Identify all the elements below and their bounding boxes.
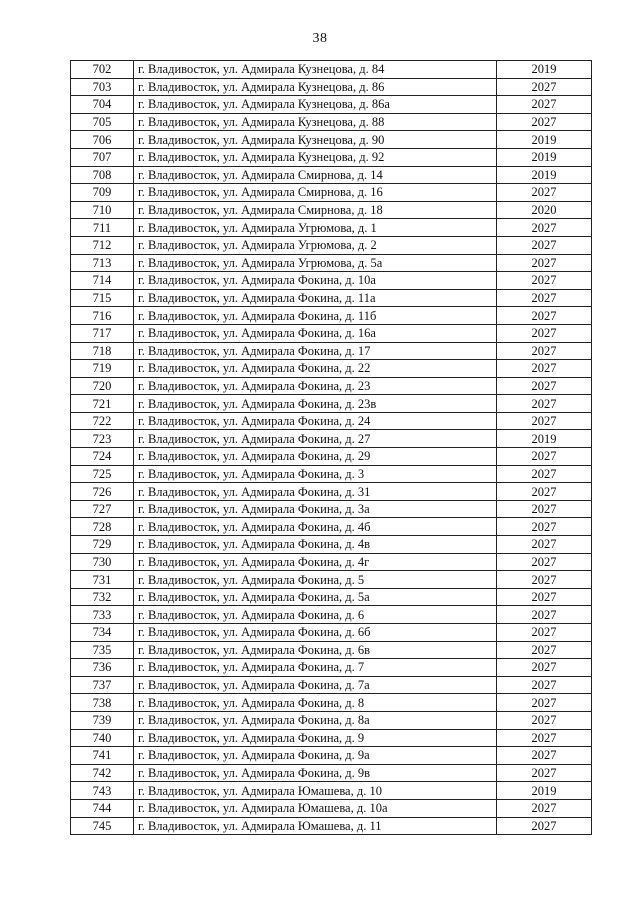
row-number-cell: 702 xyxy=(71,61,134,79)
table-row xyxy=(71,236,592,254)
address-cell: г. Владивосток, ул. Адмирала Фокина, д. 3 xyxy=(134,465,497,483)
table-row xyxy=(71,782,592,800)
row-number-cell: 704 xyxy=(71,96,134,114)
address-cell: г. Владивосток, ул. Адмирала Юмашева, д. 11 xyxy=(134,817,497,835)
row-number-cell: 745 xyxy=(71,817,134,835)
table-row xyxy=(71,272,592,290)
year-cell: 2027 xyxy=(497,96,592,114)
year-cell: 2027 xyxy=(497,817,592,835)
address-cell: г. Владивосток, ул. Адмирала Угрюмова, д. 1 xyxy=(134,219,497,237)
table-row xyxy=(71,624,592,642)
row-number-cell: 717 xyxy=(71,324,134,342)
address-cell: г. Владивосток, ул. Адмирала Фокина, д. 11б xyxy=(134,307,497,325)
row-number-cell: 706 xyxy=(71,131,134,149)
row-number-cell: 721 xyxy=(71,395,134,413)
row-number-cell: 716 xyxy=(71,307,134,325)
address-cell: г. Владивосток, ул. Адмирала Фокина, д. 4в xyxy=(134,536,497,554)
row-number-cell: 710 xyxy=(71,201,134,219)
year-cell: 2027 xyxy=(497,448,592,466)
year-cell: 2019 xyxy=(497,782,592,800)
row-number-cell: 729 xyxy=(71,536,134,554)
year-cell: 2027 xyxy=(497,553,592,571)
year-cell: 2027 xyxy=(497,588,592,606)
year-cell: 2027 xyxy=(497,500,592,518)
year-cell: 2027 xyxy=(497,254,592,272)
address-cell: г. Владивосток, ул. Адмирала Фокина, д. 24 xyxy=(134,412,497,430)
row-number-cell: 718 xyxy=(71,342,134,360)
address-cell: г. Владивосток, ул. Адмирала Фокина, д. 9в xyxy=(134,764,497,782)
row-number-cell: 703 xyxy=(71,78,134,96)
year-cell: 2027 xyxy=(497,799,592,817)
row-number-cell: 709 xyxy=(71,184,134,202)
year-cell: 2027 xyxy=(497,659,592,677)
address-cell: г. Владивосток, ул. Адмирала Юмашева, д. 10 xyxy=(134,782,497,800)
year-cell: 2027 xyxy=(497,483,592,501)
table-row xyxy=(71,518,592,536)
address-cell: г. Владивосток, ул. Адмирала Фокина, д. 9а xyxy=(134,747,497,765)
table-row xyxy=(71,78,592,96)
address-cell: г. Владивосток, ул. Адмирала Угрюмова, д. 5а xyxy=(134,254,497,272)
address-cell: г. Владивосток, ул. Адмирала Кузнецова, д. 86 xyxy=(134,78,497,96)
row-number-cell: 705 xyxy=(71,113,134,131)
year-cell: 2027 xyxy=(497,676,592,694)
table-row xyxy=(71,659,592,677)
row-number-cell: 737 xyxy=(71,676,134,694)
address-cell: г. Владивосток, ул. Адмирала Фокина, д. 10а xyxy=(134,272,497,290)
table-row xyxy=(71,571,592,589)
row-number-cell: 711 xyxy=(71,219,134,237)
table-row xyxy=(71,694,592,712)
year-cell: 2019 xyxy=(497,430,592,448)
year-cell: 2019 xyxy=(497,148,592,166)
address-cell: г. Владивосток, ул. Адмирала Кузнецова, д. 86а xyxy=(134,96,497,114)
table-row xyxy=(71,113,592,131)
address-cell: г. Владивосток, ул. Адмирала Смирнова, д. 14 xyxy=(134,166,497,184)
address-cell: г. Владивосток, ул. Адмирала Фокина, д. 5а xyxy=(134,588,497,606)
row-number-cell: 713 xyxy=(71,254,134,272)
table-row xyxy=(71,500,592,518)
table-row xyxy=(71,641,592,659)
address-cell: г. Владивосток, ул. Адмирала Фокина, д. 3а xyxy=(134,500,497,518)
row-number-cell: 739 xyxy=(71,711,134,729)
table-row xyxy=(71,166,592,184)
year-cell: 2027 xyxy=(497,571,592,589)
table-row xyxy=(71,307,592,325)
year-cell: 2027 xyxy=(497,764,592,782)
row-number-cell: 733 xyxy=(71,606,134,624)
year-cell: 2027 xyxy=(497,307,592,325)
address-cell: г. Владивосток, ул. Адмирала Смирнова, д. 16 xyxy=(134,184,497,202)
address-cell: г. Владивосток, ул. Адмирала Фокина, д. 4г xyxy=(134,553,497,571)
year-cell: 2027 xyxy=(497,289,592,307)
row-number-cell: 707 xyxy=(71,148,134,166)
row-number-cell: 724 xyxy=(71,448,134,466)
table-row xyxy=(71,395,592,413)
address-cell: г. Владивосток, ул. Адмирала Фокина, д. 7 xyxy=(134,659,497,677)
row-number-cell: 715 xyxy=(71,289,134,307)
address-cell: г. Владивосток, ул. Адмирала Фокина, д. 29 xyxy=(134,448,497,466)
address-cell: г. Владивосток, ул. Адмирала Фокина, д. 6 xyxy=(134,606,497,624)
year-cell: 2027 xyxy=(497,641,592,659)
year-cell: 2019 xyxy=(497,61,592,79)
address-cell: г. Владивосток, ул. Адмирала Фокина, д. 23в xyxy=(134,395,497,413)
year-cell: 2027 xyxy=(497,342,592,360)
housing-registry-table xyxy=(70,60,592,835)
table-row xyxy=(71,377,592,395)
address-cell: г. Владивосток, ул. Адмирала Фокина, д. 7а xyxy=(134,676,497,694)
table-row xyxy=(71,148,592,166)
table-row xyxy=(71,606,592,624)
year-cell: 2027 xyxy=(497,360,592,378)
address-cell: г. Владивосток, ул. Адмирала Фокина, д. 22 xyxy=(134,360,497,378)
row-number-cell: 725 xyxy=(71,465,134,483)
table-row xyxy=(71,536,592,554)
table-row xyxy=(71,201,592,219)
row-number-cell: 712 xyxy=(71,236,134,254)
table-row xyxy=(71,184,592,202)
registry-table-body xyxy=(71,61,592,835)
address-cell: г. Владивосток, ул. Адмирала Фокина, д. 6б xyxy=(134,624,497,642)
table-row xyxy=(71,254,592,272)
year-cell: 2027 xyxy=(497,113,592,131)
row-number-cell: 732 xyxy=(71,588,134,606)
address-cell: г. Владивосток, ул. Адмирала Кузнецова, д. 90 xyxy=(134,131,497,149)
table-row xyxy=(71,588,592,606)
row-number-cell: 714 xyxy=(71,272,134,290)
year-cell: 2027 xyxy=(497,184,592,202)
year-cell: 2027 xyxy=(497,606,592,624)
year-cell: 2027 xyxy=(497,536,592,554)
row-number-cell: 726 xyxy=(71,483,134,501)
address-cell: г. Владивосток, ул. Адмирала Фокина, д. 8 xyxy=(134,694,497,712)
table-row xyxy=(71,360,592,378)
table-row xyxy=(71,96,592,114)
address-cell: г. Владивосток, ул. Адмирала Фокина, д. 4б xyxy=(134,518,497,536)
row-number-cell: 735 xyxy=(71,641,134,659)
year-cell: 2019 xyxy=(497,131,592,149)
row-number-cell: 738 xyxy=(71,694,134,712)
row-number-cell: 723 xyxy=(71,430,134,448)
table-row xyxy=(71,342,592,360)
year-cell: 2019 xyxy=(497,166,592,184)
address-cell: г. Владивосток, ул. Адмирала Фокина, д. 9 xyxy=(134,729,497,747)
table-row xyxy=(71,289,592,307)
address-cell: г. Владивосток, ул. Адмирала Смирнова, д. 18 xyxy=(134,201,497,219)
row-number-cell: 719 xyxy=(71,360,134,378)
year-cell: 2027 xyxy=(497,412,592,430)
address-cell: г. Владивосток, ул. Адмирала Фокина, д. 17 xyxy=(134,342,497,360)
row-number-cell: 728 xyxy=(71,518,134,536)
row-number-cell: 734 xyxy=(71,624,134,642)
table-row xyxy=(71,430,592,448)
page-number: 38 xyxy=(312,31,328,46)
table-row xyxy=(71,747,592,765)
table-row xyxy=(71,131,592,149)
year-cell: 2027 xyxy=(497,518,592,536)
year-cell: 2027 xyxy=(497,78,592,96)
year-cell: 2027 xyxy=(497,624,592,642)
address-cell: г. Владивосток, ул. Адмирала Фокина, д. 5 xyxy=(134,571,497,589)
table-row xyxy=(71,448,592,466)
table-row xyxy=(71,483,592,501)
row-number-cell: 730 xyxy=(71,553,134,571)
table-row xyxy=(71,729,592,747)
year-cell: 2027 xyxy=(497,729,592,747)
table-row xyxy=(71,61,592,79)
year-cell: 2027 xyxy=(497,395,592,413)
table-row xyxy=(71,764,592,782)
address-cell: г. Владивосток, ул. Адмирала Кузнецова, д. 88 xyxy=(134,113,497,131)
table-row xyxy=(71,711,592,729)
year-cell: 2027 xyxy=(497,377,592,395)
row-number-cell: 743 xyxy=(71,782,134,800)
address-cell: г. Владивосток, ул. Адмирала Фокина, д. 16а xyxy=(134,324,497,342)
table-row xyxy=(71,412,592,430)
row-number-cell: 727 xyxy=(71,500,134,518)
year-cell: 2027 xyxy=(497,694,592,712)
row-number-cell: 731 xyxy=(71,571,134,589)
table-row xyxy=(71,324,592,342)
year-cell: 2020 xyxy=(497,201,592,219)
row-number-cell: 744 xyxy=(71,799,134,817)
address-cell: г. Владивосток, ул. Адмирала Фокина, д. 27 xyxy=(134,430,497,448)
table-row xyxy=(71,676,592,694)
address-cell: г. Владивосток, ул. Адмирала Юмашева, д. 10а xyxy=(134,799,497,817)
address-cell: г. Владивосток, ул. Адмирала Фокина, д. 6в xyxy=(134,641,497,659)
address-cell: г. Владивосток, ул. Адмирала Кузнецова, д. 84 xyxy=(134,61,497,79)
year-cell: 2027 xyxy=(497,324,592,342)
address-cell: г. Владивосток, ул. Адмирала Угрюмова, д. 2 xyxy=(134,236,497,254)
row-number-cell: 736 xyxy=(71,659,134,677)
address-cell: г. Владивосток, ул. Адмирала Фокина, д. 11а xyxy=(134,289,497,307)
year-cell: 2027 xyxy=(497,711,592,729)
year-cell: 2027 xyxy=(497,272,592,290)
table-row xyxy=(71,219,592,237)
address-cell: г. Владивосток, ул. Адмирала Кузнецова, д. 92 xyxy=(134,148,497,166)
row-number-cell: 708 xyxy=(71,166,134,184)
table-row xyxy=(71,465,592,483)
table-row xyxy=(71,817,592,835)
year-cell: 2027 xyxy=(497,236,592,254)
row-number-cell: 742 xyxy=(71,764,134,782)
year-cell: 2027 xyxy=(497,747,592,765)
address-cell: г. Владивосток, ул. Адмирала Фокина, д. 23 xyxy=(134,377,497,395)
year-cell: 2027 xyxy=(497,219,592,237)
row-number-cell: 722 xyxy=(71,412,134,430)
year-cell: 2027 xyxy=(497,465,592,483)
row-number-cell: 740 xyxy=(71,729,134,747)
address-cell: г. Владивосток, ул. Адмирала Фокина, д. 31 xyxy=(134,483,497,501)
table-row xyxy=(71,799,592,817)
row-number-cell: 741 xyxy=(71,747,134,765)
row-number-cell: 720 xyxy=(71,377,134,395)
address-cell: г. Владивосток, ул. Адмирала Фокина, д. 8а xyxy=(134,711,497,729)
table-row xyxy=(71,553,592,571)
